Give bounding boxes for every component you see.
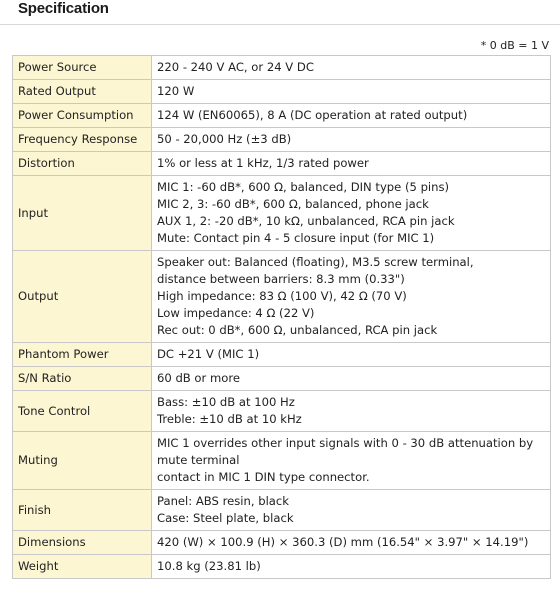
spec-label: Output	[13, 251, 152, 343]
spec-value-line: Bass: ±10 dB at 100 Hz	[157, 395, 295, 409]
spec-value-line: Treble: ±10 dB at 10 kHz	[157, 412, 302, 426]
spec-value	[152, 104, 551, 128]
spec-value-line: DC +21 V (MIC 1)	[157, 347, 260, 361]
spec-row	[13, 391, 551, 432]
spec-label: S/N Ratio	[13, 367, 152, 391]
spec-value-line: MIC 1: -60 dB*, 600 Ω, balanced, DIN type (5 pins)	[157, 180, 450, 194]
footnote: * 0 dB = 1 V	[480, 39, 549, 52]
spec-label: Tone Control	[13, 391, 152, 432]
spec-row	[13, 432, 551, 490]
spec-value-line: Rec out: 0 dB*, 600 Ω, unbalanced, RCA pin jack	[157, 323, 438, 337]
spec-row	[13, 490, 551, 531]
spec-value-line: Speaker out: Balanced (floating), M3.5 screw terminal,	[157, 255, 474, 269]
spec-value	[152, 432, 551, 490]
spec-row	[13, 128, 551, 152]
spec-table	[12, 55, 551, 579]
spec-value-line: 50 - 20,000 Hz (±3 dB)	[157, 132, 292, 146]
spec-row	[13, 56, 551, 80]
spec-value-line: 420 (W) × 100.9 (H) × 360.3 (D) mm (16.54" × 3.97" × 14.19")	[157, 535, 529, 549]
spec-value-line: MIC 1 overrides other input signals with 0 - 30 dB attenuation by	[157, 436, 534, 450]
spec-value-line: 10.8 kg (23.81 lb)	[157, 559, 261, 573]
spec-value-line: 1% or less at 1 kHz, 1/3 rated power	[157, 156, 369, 170]
spec-label: Distortion	[13, 152, 152, 176]
spec-label: Rated Output	[13, 80, 152, 104]
spec-table-body	[13, 56, 551, 579]
spec-value-line: Panel: ABS resin, black	[157, 494, 289, 508]
spec-row	[13, 367, 551, 391]
spec-row	[13, 343, 551, 367]
spec-label: Frequency Response	[13, 128, 152, 152]
spec-label: Dimensions	[13, 531, 152, 555]
spec-row	[13, 251, 551, 343]
spec-row	[13, 104, 551, 128]
spec-value	[152, 490, 551, 531]
spec-value-line: 60 dB or more	[157, 371, 241, 385]
spec-value	[152, 391, 551, 432]
spec-value	[152, 56, 551, 80]
spec-value	[152, 80, 551, 104]
spec-row	[13, 555, 551, 579]
spec-label: Finish	[13, 490, 152, 531]
spec-row	[13, 531, 551, 555]
spec-value-line: 124 W (EN60065), 8 A (DC operation at rated output)	[157, 108, 468, 122]
spec-value	[152, 251, 551, 343]
spec-value-line: mute terminal	[157, 453, 240, 467]
spec-row	[13, 80, 551, 104]
spec-label: Power Consumption	[13, 104, 152, 128]
spec-value-line: MIC 2, 3: -60 dB*, 600 Ω, balanced, phone jack	[157, 197, 429, 211]
spec-value	[152, 128, 551, 152]
spec-value-line: High impedance: 83 Ω (100 V), 42 Ω (70 V)	[157, 289, 407, 303]
spec-label: Input	[13, 176, 152, 251]
spec-row	[13, 152, 551, 176]
spec-value-line: AUX 1, 2: -20 dB*, 10 kΩ, unbalanced, RCA pin jack	[157, 214, 455, 228]
divider	[0, 24, 560, 25]
spec-value	[152, 152, 551, 176]
spec-value-line: Mute: Contact pin 4 - 5 closure input (for MIC 1)	[157, 231, 435, 245]
spec-label: Muting	[13, 432, 152, 490]
spec-value	[152, 531, 551, 555]
spec-row	[13, 176, 551, 251]
spec-value-line: distance between barriers: 8.3 mm (0.33")	[157, 272, 405, 286]
spec-label: Power Source	[13, 56, 152, 80]
spec-value-line: Low impedance: 4 Ω (22 V)	[157, 306, 315, 320]
spec-label: Phantom Power	[13, 343, 152, 367]
spec-label: Weight	[13, 555, 152, 579]
spec-value	[152, 343, 551, 367]
spec-value	[152, 367, 551, 391]
spec-value	[152, 555, 551, 579]
spec-value	[152, 176, 551, 251]
page-title: Specification	[18, 0, 109, 17]
spec-value-line: contact in MIC 1 DIN type connector.	[157, 470, 370, 484]
spec-value-line: Case: Steel plate, black	[157, 511, 294, 525]
spec-value-line: 220 - 240 V AC, or 24 V DC	[157, 60, 314, 74]
spec-value-line: 120 W	[157, 84, 195, 98]
